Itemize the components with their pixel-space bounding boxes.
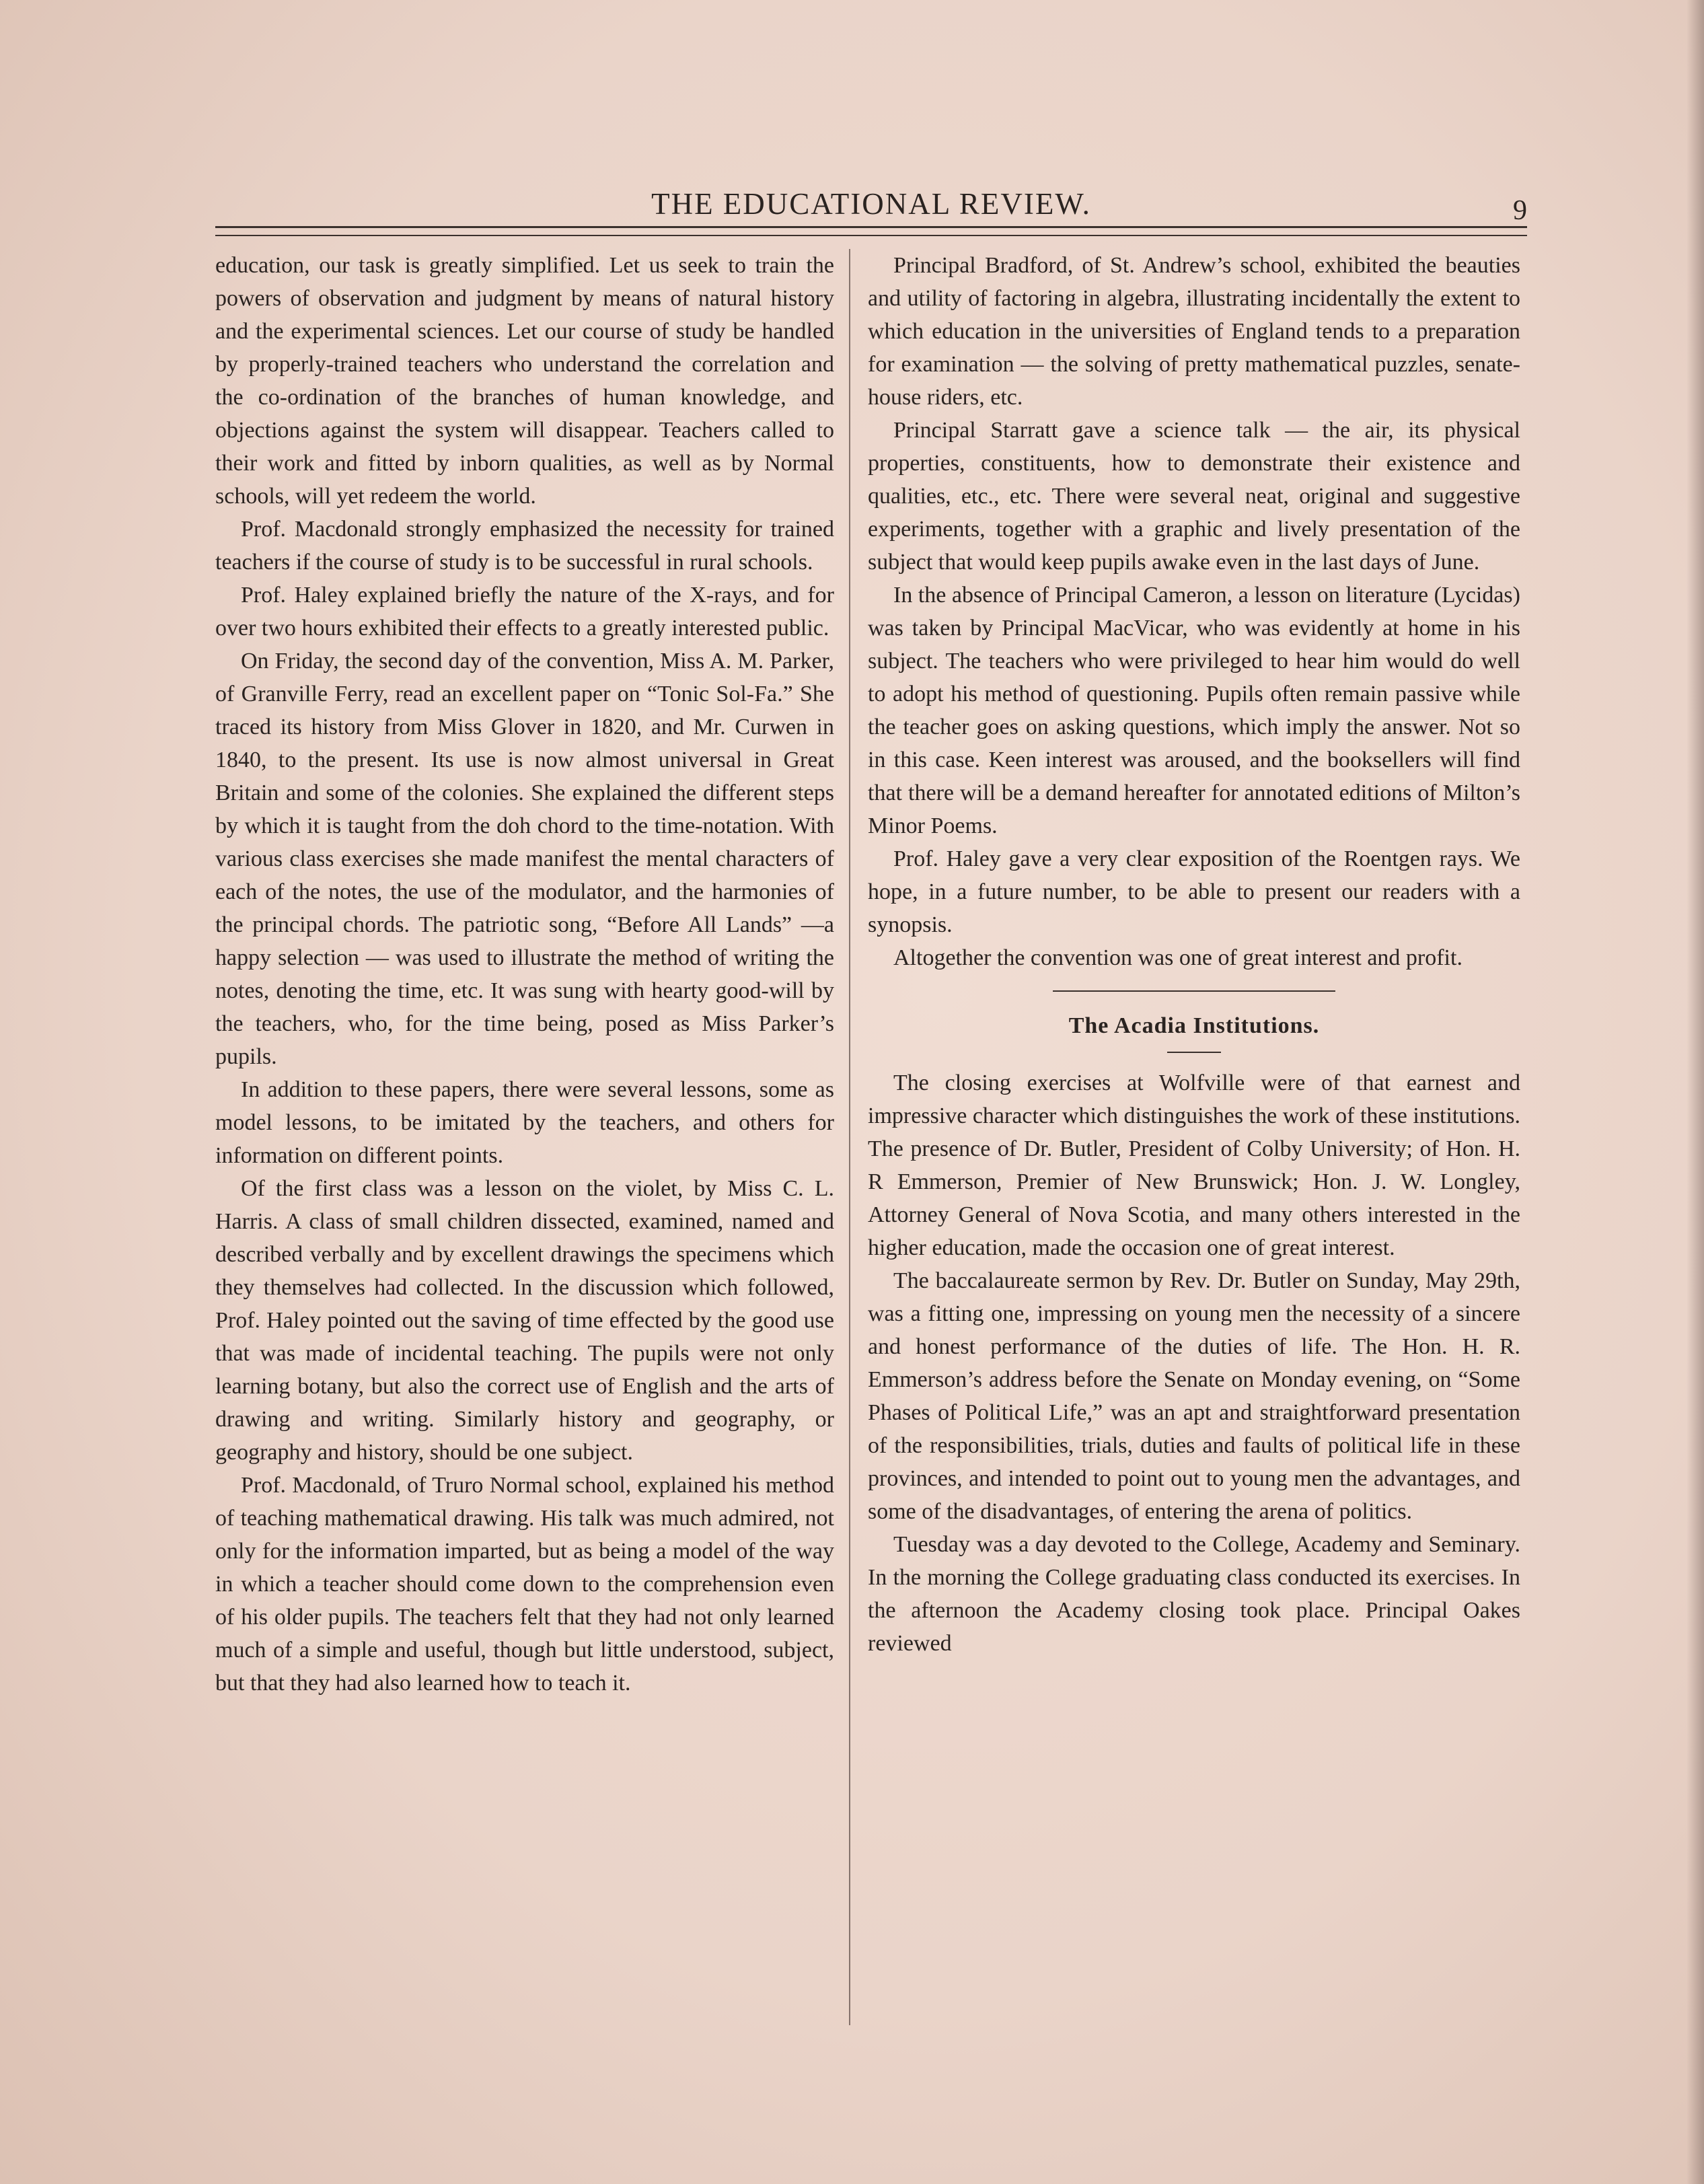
paragraph: Altogether the convention was one of great interest and profit. xyxy=(893,945,1462,970)
running-head xyxy=(215,180,1527,227)
header-rule xyxy=(215,226,1527,236)
paragraph: On Friday, the second day of the convention, Miss A. M. Parker, of Granville Ferry, read an excellent paper on “Tonic Sol-Fa.” She traced its history from Miss Glover in 1820, and Mr. Curwen in 1840, to the present. Its use is now almost universal in Great Britain and some of the colonies. She explained the different steps by which it is taught from the doh chord to the time-notation. With various class exercises she made manifest the mental characters of each of the notes, the use of the modulator, and the harmonies of the principal chords. The patriotic song, “Before All Lands” —a happy selection — was used to illustrate the method of writing the notes, denoting the time, etc. It was sung with hearty good-will by the teachers, who, for the time being, posed as Miss Parker’s pupils. xyxy=(215,649,834,1069)
heading-underline xyxy=(1167,1052,1221,1053)
binding-shadow xyxy=(1687,0,1704,2184)
paragraph: The baccalaureate sermon by Rev. Dr. Butler on Sunday, May 29th, was a fitting one, impressing on young men the necessity of a sincere and honest performance of the duties of life. The Hon. H. R. Emmerson’s address before the Senate on Monday evening, on “Some Phases of Political Life,” was an apt and straightforward presentation of the responsibilities, trials, duties and faults of political life in these provinces, and intended to point out to young men the advantages, and some of the disadvantages, of entering the arena of politics. xyxy=(868,1268,1520,1524)
journal-title: THE EDUCATIONAL REVIEW. xyxy=(651,187,1091,221)
paragraph: In the absence of Principal Cameron, a lesson on literature (Lycidas) was taken by Principal MacVicar, who was evidently at home in his subject. The teachers who were privileged to hear him would do well to adopt his method of questioning. Pupils often remain passive while the teacher goes on asking questions, which imply the answer. Not so in this case. Keen interest was aroused, and the booksellers will find that there will be a demand hereafter for annotated editions of Milton’s Minor Poems. xyxy=(868,583,1520,838)
paragraph: Principal Bradford, of St. Andrew’s school, exhibited the beauties and utility of factoring in algebra, illustrating incidentally the extent to which education in the universities of England tends to a preparation for examination — the solving of pretty mathematical puzzles, senate-house riders, etc. xyxy=(868,253,1520,410)
paragraph: The closing exercises at Wolfville were of that earnest and impressive character which distinguishes the work of these institutions. The presence of Dr. Butler, President of Colby University; of Hon. H. R Emmerson, Premier of New Brunswick; Hon. J. W. Longley, Attorney General of Nova Scotia, and many others interested in the higher education, made the occasion one of great interest. xyxy=(868,1070,1520,1260)
paragraph: Prof. Haley gave a very clear exposition of the Roentgen rays. We hope, in a future number, to be able to present our readers with a synopsis. xyxy=(868,846,1520,937)
right-column xyxy=(868,249,1520,1660)
paragraph: Prof. Haley explained briefly the nature of the X-rays, and for over two hours exhibited their effects to a greatly interested public. xyxy=(215,583,834,641)
section-heading: The Acadia Institutions. xyxy=(1068,1013,1320,1038)
paragraph: education, our task is greatly simplified. Let us seek to train the powers of observation and judgment by means of natural history and the experimental sciences. Let our course of study be handled by properly-trained teachers who understand the correlation and the co-ordination of the branches of human knowledge, and objections against the system will disappear. Teachers called to their work and fitted by inborn qualities, as well as by Normal schools, will yet redeem the world. xyxy=(215,253,834,509)
paragraph: Tuesday was a day devoted to the College, Academy and Seminary. In the morning the College graduating class conducted its exercises. In the afternoon the Academy closing took place. Principal Oakes reviewed xyxy=(868,1532,1520,1656)
section-rule xyxy=(1053,990,1335,992)
paragraph: Prof. Macdonald strongly emphasized the necessity for trained teachers if the course of study is to be successful in rural schools. xyxy=(215,517,834,575)
page-number: 9 xyxy=(1513,195,1527,226)
paragraph: In addition to these papers, there were several lessons, some as model lessons, to be imitated by the teachers, and others for information on different points. xyxy=(215,1077,834,1168)
paragraph: Prof. Macdonald, of Truro Normal school, explained his method of teaching mathematical drawing. His talk was much admired, not only for the information imparted, but as being a model of the way in which a teacher should come down to the comprehension even of his older pupils. The teachers felt that they had not only learned much of a simple and useful, though but little understood, subject, but that they had also learned how to teach it. xyxy=(215,1473,834,1696)
column-divider xyxy=(849,249,850,2025)
paragraph: Principal Starratt gave a science talk — the air, its physical properties, constituents, how to demonstrate their existence and qualities, etc., etc. There were several neat, original and suggestive experiments, together with a graphic and lively presentation of the subject that would keep pupils awake even in the last days of June. xyxy=(868,418,1520,575)
left-column xyxy=(215,249,834,1700)
paragraph: Of the first class was a lesson on the violet, by Miss C. L. Harris. A class of small children dissected, examined, named and described verbally and by excellent drawings the specimens which they themselves had collected. In the discussion which followed, Prof. Haley pointed out the saving of time effected by the good use that was made of incidental teaching. The pupils were not only learning botany, but also the correct use of English and the arts of drawing and writing. Similarly history and geography, or geography and history, should be one subject. xyxy=(215,1176,834,1465)
